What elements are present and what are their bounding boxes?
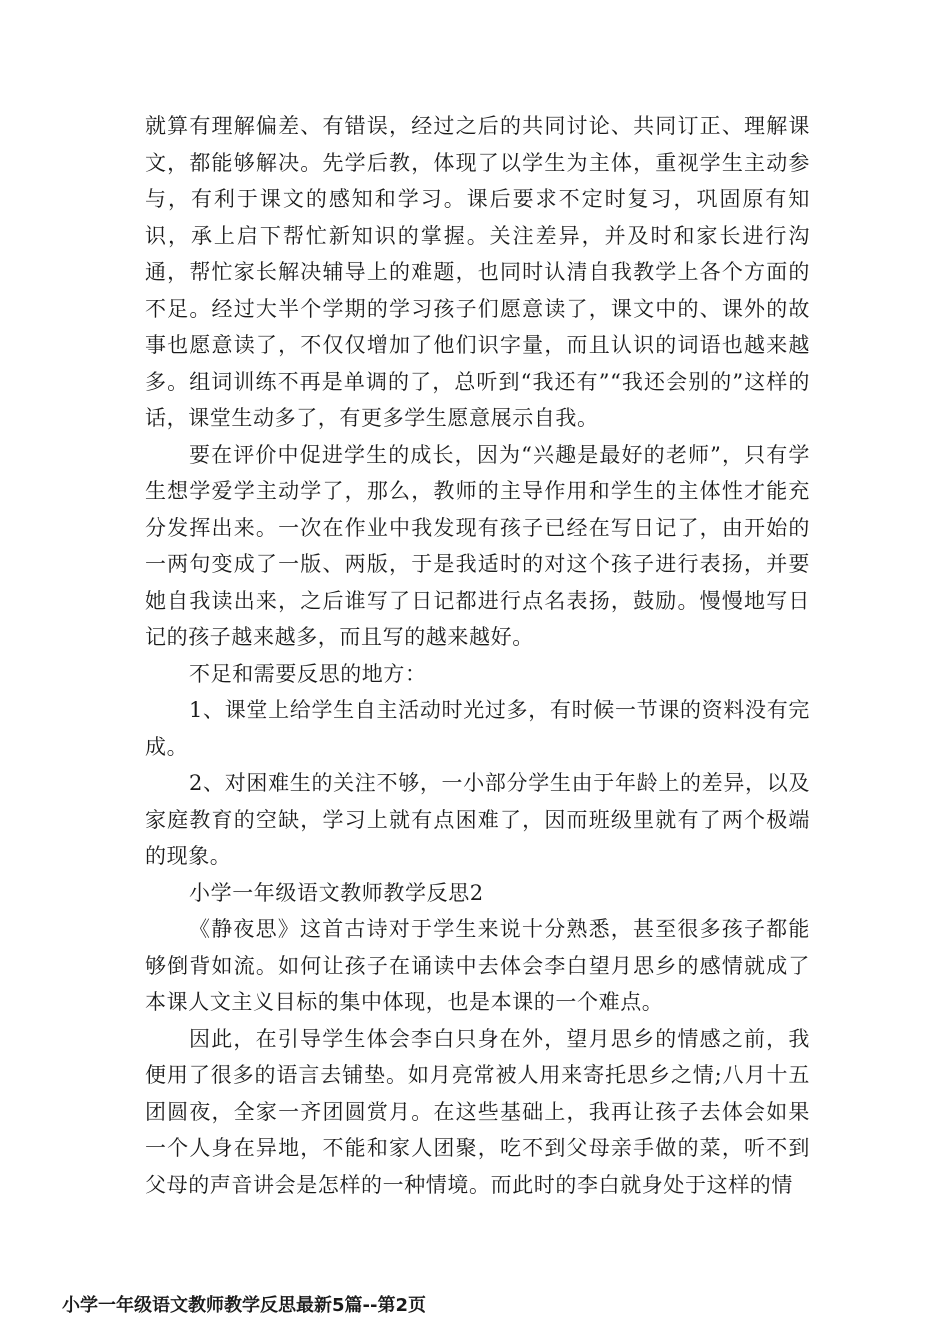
paragraph: 就算有理解偏差、有错误，经过之后的共同讨论、共同订正、理解课文，都能够解决。先学后教，体现了以学生为主体，重视学生主动参与，有利于课文的感知和学习。课后要求不定时复习，巩固原有知识，承上启下帮忙新知识的掌握。关注差异，并及时和家长进行沟通，帮忙家长解决辅导上的难题，也同时认清自我教学上各个方面的不足。经过大半个学期的学习孩子们愿意读了，课文中的、课外的故事也愿意读了，不仅仅增加了他们识字量，而且认识的词语也越来越多。组词训练不再是单调的了，总听到“我还有”“我还会别的”这样的话，课堂生动多了，有更多学生愿意展示自我。: [145, 114, 810, 430]
section-heading: 小学一年级语文教师教学反思2: [189, 880, 484, 905]
paragraph: 不足和需要反思的地方：: [189, 661, 427, 686]
body-text: [145, 108, 810, 1203]
list-item: 1、课堂上给学生自主活动时光过多，有时候一节课的资料没有完成。: [145, 698, 810, 759]
paragraph: 《静夜思》这首古诗对于学生来说十分熟悉，甚至很多孩子都能够倒背如流。如何让孩子在诵读中去体会李白望月思乡的感情就成了本课人文主义目标的集中体现，也是本课的一个难点。: [145, 917, 810, 1014]
page-footer: 小学一年级语文教师教学反思最新5篇--第2页: [62, 1295, 426, 1316]
list-item: 2、对困难生的关注不够，一小部分学生由于年龄上的差异，以及家庭教育的空缺，学习上就有点困难了，因而班级里就有了两个极端的现象。: [145, 771, 810, 868]
paragraph: 因此，在引导学生体会李白只身在外，望月思乡的情感之前，我便用了很多的语言去铺垫。如月亮常被人用来寄托思乡之情;八月十五团圆夜，全家一齐团圆赏月。在这些基础上，我再让孩子去体会如果一个人身在异地，不能和家人团聚，吃不到父母亲手做的菜，听不到父母的声音讲会是怎样的一种情境。而此时的李白就身处于这样的情: [145, 1026, 810, 1197]
paragraph: 要在评价中促进学生的成长，因为“兴趣是最好的老师”，只有学生想学爱学主动学了，那么，教师的主导作用和学生的主体性才能充分发挥出来。一次在作业中我发现有孩子已经在写日记了，由开始的一两句变成了一版、两版，于是我适时的对这个孩子进行表扬，并要她自我读出来，之后谁写了日记都进行点名表扬，鼓励。慢慢地写日记的孩子越来越多，而且写的越来越好。: [145, 442, 810, 649]
